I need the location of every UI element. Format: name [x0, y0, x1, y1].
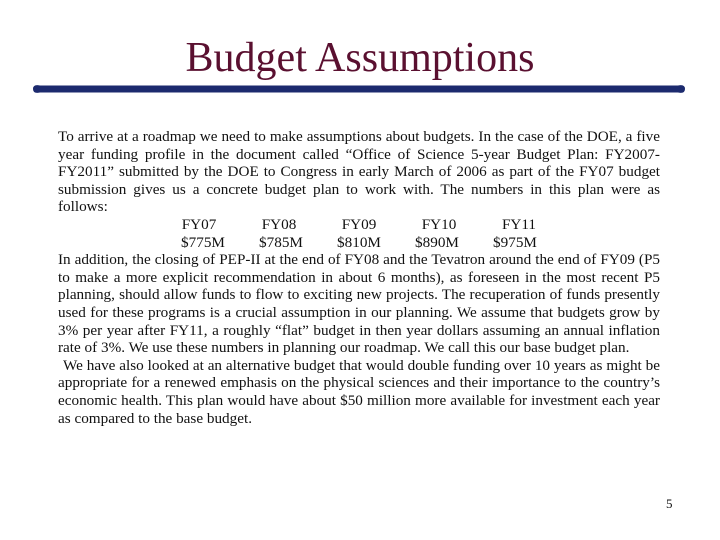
budget-years-row: [58, 216, 660, 234]
paragraph-alternative-budget: We have also looked at an alternative budget that would double funding over 10 years as might be appropriate for a renewed emphasis on the physical sciences and their importance to the country’s economic health. This plan would have about $50 million more available for investment each year as compared to the base budget.: [58, 356, 660, 427]
budget-amount: $775M: [181, 233, 225, 251]
budget-year: FY08: [261, 215, 297, 233]
budget-amount: $785M: [259, 233, 303, 251]
title-divider: [28, 84, 690, 94]
slide-body: [58, 128, 660, 427]
budget-year: FY11: [501, 215, 537, 233]
budget-year: FY09: [341, 215, 377, 233]
budget-amounts-row: [58, 234, 660, 252]
budget-amount: $810M: [337, 233, 381, 251]
page-number: 5: [666, 496, 673, 511]
budget-amount: $975M: [493, 233, 537, 251]
paragraph-closing-facilities: In addition, the closing of PEP-II at the end of FY08 and the Tevatron around the end of FY09 (P5 to make a more explicit recommendation in about 6 months), as foreseen in the most recent P5 planning, should allow funds to flow to exciting new projects. The recuperation of funds presently used for these programs is a crucial assumption in our planning. We assume that budgets grow by 3% per year after FY11, a roughly “flat” budget in then year dollars assuming an annual inflation rate of 3%. We use these numbers in planning our roadmap. We call this our base budget plan.: [58, 251, 660, 357]
paragraph-intro: To arrive at a roadmap we need to make assumptions about budgets. In the case of the DOE, a five year funding profile in the document called “Office of Science 5-year Budget Plan: FY2007-FY2011” submitted by the DOE to Congress in early March of 2006 as part of the FY07 budget submission gives us a concrete budget plan to work with. The numbers in this plan were as follows:: [58, 128, 660, 216]
budget-year: FY10: [421, 215, 457, 233]
budget-year: FY07: [181, 215, 217, 233]
slide-title: Budget Assumptions: [185, 35, 535, 81]
budget-amount: $890M: [415, 233, 459, 251]
